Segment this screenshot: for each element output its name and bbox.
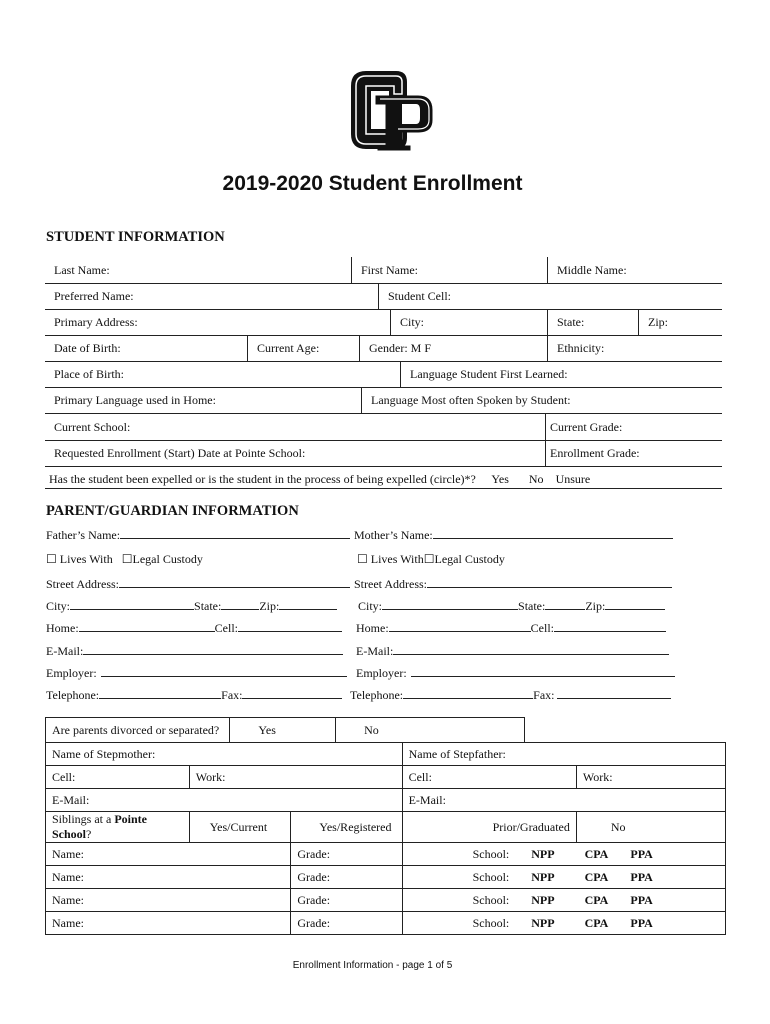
siblings-prefix: Siblings at a bbox=[52, 812, 115, 826]
family-table bbox=[45, 717, 726, 935]
stepfather-label: Name of Stepfather: bbox=[408, 746, 506, 761]
father-custody-line bbox=[46, 552, 203, 567]
expelled-unsure-option[interactable]: Unsure bbox=[555, 472, 591, 486]
father-city-label: City: bbox=[46, 599, 71, 613]
father-zip-label: Zip: bbox=[259, 599, 280, 613]
mother-telephone-label: Telephone: bbox=[350, 688, 404, 702]
mother-fax-label: Fax: bbox=[533, 688, 555, 702]
expelled-yes-option[interactable]: Yes bbox=[491, 472, 509, 486]
page-title: 2019-2020 Student Enrollment bbox=[222, 172, 523, 195]
school-option-ppa[interactable]: PPA bbox=[630, 869, 653, 884]
father-email-label: E-Mail: bbox=[46, 644, 84, 658]
siblings-prior-graduated-label: Prior/Graduated bbox=[492, 819, 570, 834]
father-home-label: Home: bbox=[46, 621, 79, 635]
language-often-field[interactable] bbox=[361, 387, 722, 413]
fathers-name-label: Father’s Name: bbox=[46, 528, 121, 542]
sibling-grade-label: Grade: bbox=[297, 869, 331, 884]
school-logo bbox=[346, 68, 436, 152]
enrollment-grade-label: Enrollment Grade: bbox=[550, 446, 640, 460]
father-cell-label: Cell: bbox=[214, 621, 239, 635]
primary-address-label: Primary Address: bbox=[54, 315, 138, 329]
father-state-label: State: bbox=[194, 599, 222, 613]
dob-label: Date of Birth: bbox=[54, 341, 121, 355]
parent-info-heading: PARENT/GUARDIAN INFORMATION bbox=[46, 503, 299, 519]
expelled-no-option[interactable]: No bbox=[528, 472, 544, 486]
school-option-ppa[interactable]: PPA bbox=[630, 892, 653, 907]
zip-field[interactable] bbox=[638, 309, 722, 335]
language-first-field[interactable] bbox=[400, 361, 722, 387]
siblings-yes-registered-label: Yes/Registered bbox=[319, 819, 392, 834]
enrollment-grade-field[interactable] bbox=[545, 440, 722, 466]
siblings-yes-registered[interactable] bbox=[291, 812, 402, 843]
divorced-yes-cell[interactable] bbox=[230, 718, 336, 743]
divorced-no-cell[interactable] bbox=[336, 718, 525, 743]
sibling-grade-field[interactable] bbox=[291, 912, 402, 935]
sibling-grade-field[interactable] bbox=[291, 889, 402, 912]
gender-label: Gender: M F bbox=[369, 341, 431, 355]
preferred-row bbox=[45, 283, 722, 310]
place-of-birth-field[interactable] bbox=[45, 361, 400, 387]
language-row bbox=[45, 387, 722, 414]
mother-home-line[interactable] bbox=[356, 620, 666, 636]
sibling-row bbox=[46, 866, 726, 889]
stepfather-cell-field[interactable] bbox=[402, 766, 576, 789]
sibling-school-label: School: bbox=[472, 892, 510, 907]
school-option-npp[interactable]: NPP bbox=[531, 869, 555, 884]
school-row bbox=[45, 414, 722, 441]
stepmother-label: Name of Stepmother: bbox=[52, 746, 156, 761]
language-often-label: Language Most often Spoken by Student: bbox=[371, 393, 571, 407]
gender-field[interactable] bbox=[359, 335, 547, 361]
stepfather-email-field[interactable] bbox=[402, 789, 725, 812]
sibling-name-field[interactable] bbox=[46, 912, 291, 935]
school-option-cpa[interactable]: CPA bbox=[584, 892, 609, 907]
expelled-row bbox=[45, 466, 722, 489]
sibling-row bbox=[46, 843, 726, 866]
lives-with-checkbox-mother[interactable]: ☐ bbox=[357, 552, 368, 566]
sibling-name-label: Name: bbox=[52, 915, 84, 930]
school-option-cpa[interactable]: CPA bbox=[584, 869, 609, 884]
siblings-school-name: Pointe School bbox=[52, 812, 148, 841]
sibling-school-label: School: bbox=[472, 915, 510, 930]
stepfather-email-label: E-Mail: bbox=[408, 792, 446, 807]
city-label: City: bbox=[400, 315, 425, 329]
mother-city-label: City: bbox=[358, 599, 383, 613]
sibling-school-label: School: bbox=[472, 846, 510, 861]
school-option-cpa[interactable]: CPA bbox=[584, 846, 609, 861]
mother-email-line[interactable] bbox=[356, 643, 669, 659]
mothers-name-label: Mother’s Name: bbox=[354, 528, 433, 542]
school-option-ppa[interactable]: PPA bbox=[630, 846, 653, 861]
siblings-no-label: No bbox=[610, 819, 626, 834]
divorced-row bbox=[46, 718, 726, 743]
siblings-yes-current[interactable] bbox=[189, 812, 291, 843]
divorced-question bbox=[46, 718, 230, 743]
father-employer-line[interactable] bbox=[46, 665, 347, 681]
first-name-label: First Name: bbox=[361, 263, 418, 277]
enrollment-row bbox=[45, 440, 722, 467]
name-row bbox=[45, 257, 722, 284]
stepmother-email-label: E-Mail: bbox=[52, 792, 90, 807]
ethnicity-label: Ethnicity: bbox=[557, 341, 605, 355]
mother-telephone-line[interactable] bbox=[350, 687, 671, 703]
sibling-grade-field[interactable] bbox=[291, 866, 402, 889]
primary-address-field[interactable] bbox=[45, 309, 390, 335]
primary-language-field[interactable] bbox=[45, 387, 361, 413]
fathers-name-line[interactable] bbox=[46, 527, 350, 543]
school-option-cpa[interactable]: CPA bbox=[584, 915, 609, 930]
sibling-name-label: Name: bbox=[52, 869, 84, 884]
dob-field[interactable] bbox=[45, 335, 247, 361]
sibling-grade-label: Grade: bbox=[297, 892, 331, 907]
preferred-name-field[interactable] bbox=[45, 283, 378, 309]
mother-zip-label: Zip: bbox=[585, 599, 606, 613]
siblings-question bbox=[46, 812, 190, 843]
school-option-npp[interactable]: NPP bbox=[531, 892, 555, 907]
siblings-no[interactable] bbox=[576, 812, 725, 843]
stepfather-field[interactable] bbox=[402, 743, 725, 766]
sibling-row bbox=[46, 912, 726, 935]
sibling-school-field bbox=[402, 843, 725, 866]
divorced-yes-label: Yes bbox=[258, 722, 276, 737]
mother-employer-line[interactable] bbox=[356, 665, 675, 681]
school-option-npp[interactable]: NPP bbox=[531, 915, 555, 930]
step-phone-row bbox=[46, 766, 726, 789]
sibling-name-field[interactable] bbox=[46, 889, 291, 912]
stepmother-field[interactable] bbox=[46, 743, 403, 766]
sibling-grade-label: Grade: bbox=[297, 846, 331, 861]
stepmother-work-label: Work: bbox=[195, 769, 226, 784]
step-email-row bbox=[46, 789, 726, 812]
student-info-heading: STUDENT INFORMATION bbox=[46, 229, 225, 245]
father-street-label: Street Address: bbox=[46, 577, 119, 591]
father-employer-label: Employer: bbox=[46, 666, 97, 680]
sibling-school-field bbox=[402, 866, 725, 889]
stepmother-email-field[interactable] bbox=[46, 789, 403, 812]
lives-with-checkbox-father[interactable]: ☐ bbox=[46, 552, 57, 566]
student-cell-label: Student Cell: bbox=[388, 289, 451, 303]
current-age-field[interactable] bbox=[247, 335, 359, 361]
mothers-name-line[interactable] bbox=[354, 527, 673, 543]
student-cell-field[interactable] bbox=[378, 283, 722, 309]
stepfather-cell-label: Cell: bbox=[408, 769, 432, 784]
mother-state-label: State: bbox=[518, 599, 546, 613]
sibling-name-field[interactable] bbox=[46, 866, 291, 889]
step-names-row bbox=[46, 743, 726, 766]
preferred-name-label: Preferred Name: bbox=[54, 289, 134, 303]
current-age-label: Current Age: bbox=[257, 341, 320, 355]
requested-date-field[interactable] bbox=[45, 440, 545, 466]
siblings-row bbox=[46, 812, 726, 843]
zip-label: Zip: bbox=[648, 315, 668, 329]
current-grade-label: Current Grade: bbox=[550, 420, 623, 434]
stepmother-work-field[interactable] bbox=[189, 766, 402, 789]
current-grade-field[interactable] bbox=[545, 414, 722, 440]
mother-email-label: E-Mail: bbox=[356, 644, 394, 658]
expelled-question-text: Has the student been expelled or is the student in the process of being expelled (circle)*? bbox=[49, 472, 476, 486]
sibling-name-label: Name: bbox=[52, 846, 84, 861]
father-fax-label: Fax: bbox=[221, 688, 243, 702]
mother-cell-label: Cell: bbox=[530, 621, 555, 635]
sibling-school-label: School: bbox=[472, 869, 510, 884]
address-row bbox=[45, 309, 722, 336]
school-option-ppa[interactable]: PPA bbox=[630, 915, 653, 930]
father-telephone-line[interactable] bbox=[46, 687, 342, 703]
current-school-label: Current School: bbox=[54, 420, 131, 434]
father-email-line[interactable] bbox=[46, 643, 343, 659]
father-city-line[interactable] bbox=[46, 598, 337, 614]
cp-logo-graphic bbox=[346, 68, 436, 152]
expelled-question bbox=[45, 466, 722, 492]
sibling-name-field[interactable] bbox=[46, 843, 291, 866]
school-option-npp[interactable]: NPP bbox=[531, 846, 555, 861]
sibling-row bbox=[46, 889, 726, 912]
primary-language-label: Primary Language used in Home: bbox=[54, 393, 216, 407]
stepmother-cell-label: Cell: bbox=[52, 769, 76, 784]
dob-row bbox=[45, 335, 722, 362]
last-name-label: Last Name: bbox=[54, 263, 110, 277]
middle-name-field[interactable] bbox=[547, 257, 722, 283]
page-footer: Enrollment Information - page 1 of 5 bbox=[292, 960, 453, 971]
mother-employer-label: Employer: bbox=[356, 666, 407, 680]
current-school-field[interactable] bbox=[45, 414, 545, 440]
city-field[interactable] bbox=[390, 309, 547, 335]
sibling-grade-field[interactable] bbox=[291, 843, 402, 866]
legal-custody-checkbox-mother[interactable]: ☐ bbox=[423, 552, 435, 566]
legal-custody-checkbox-father[interactable]: ☐ bbox=[121, 552, 133, 566]
sibling-school-field bbox=[402, 912, 725, 935]
sibling-name-label: Name: bbox=[52, 892, 84, 907]
lives-with-label-father: Lives With bbox=[59, 552, 113, 566]
siblings-prior-graduated[interactable] bbox=[402, 812, 576, 843]
father-street-line[interactable] bbox=[46, 576, 350, 592]
legal-custody-label-father: Legal Custody bbox=[132, 552, 203, 566]
divorced-spacer bbox=[525, 718, 726, 743]
mother-custody-line bbox=[357, 552, 505, 567]
stepfather-work-label: Work: bbox=[582, 769, 613, 784]
stepfather-work-field[interactable] bbox=[576, 766, 725, 789]
mother-home-label: Home: bbox=[356, 621, 389, 635]
father-home-line[interactable] bbox=[46, 620, 342, 636]
state-label: State: bbox=[557, 315, 585, 329]
mother-city-line[interactable] bbox=[358, 598, 665, 614]
first-name-field[interactable] bbox=[351, 257, 547, 283]
state-field[interactable] bbox=[547, 309, 638, 335]
middle-name-label: Middle Name: bbox=[557, 263, 627, 277]
last-name-field[interactable] bbox=[45, 257, 351, 283]
legal-custody-label-mother: Legal Custody bbox=[434, 552, 505, 566]
father-telephone-label: Telephone: bbox=[46, 688, 100, 702]
siblings-suffix: ? bbox=[86, 827, 92, 841]
siblings-yes-current-label: Yes/Current bbox=[209, 819, 268, 834]
divorced-question-label: Are parents divorced or separated? bbox=[52, 722, 220, 737]
place-of-birth-label: Place of Birth: bbox=[54, 367, 124, 381]
language-first-label: Language Student First Learned: bbox=[410, 367, 568, 381]
birthplace-row bbox=[45, 361, 722, 388]
ethnicity-field[interactable] bbox=[547, 335, 722, 361]
sibling-school-field bbox=[402, 889, 725, 912]
sibling-grade-label: Grade: bbox=[297, 915, 331, 930]
divorced-no-label: No bbox=[364, 722, 379, 737]
mother-street-label: Street Address: bbox=[354, 577, 427, 591]
requested-date-label: Requested Enrollment (Start) Date at Pointe School: bbox=[54, 446, 306, 460]
lives-with-label-mother: Lives With bbox=[370, 552, 424, 566]
mother-street-line[interactable] bbox=[354, 576, 672, 592]
stepmother-cell-field[interactable] bbox=[46, 766, 190, 789]
